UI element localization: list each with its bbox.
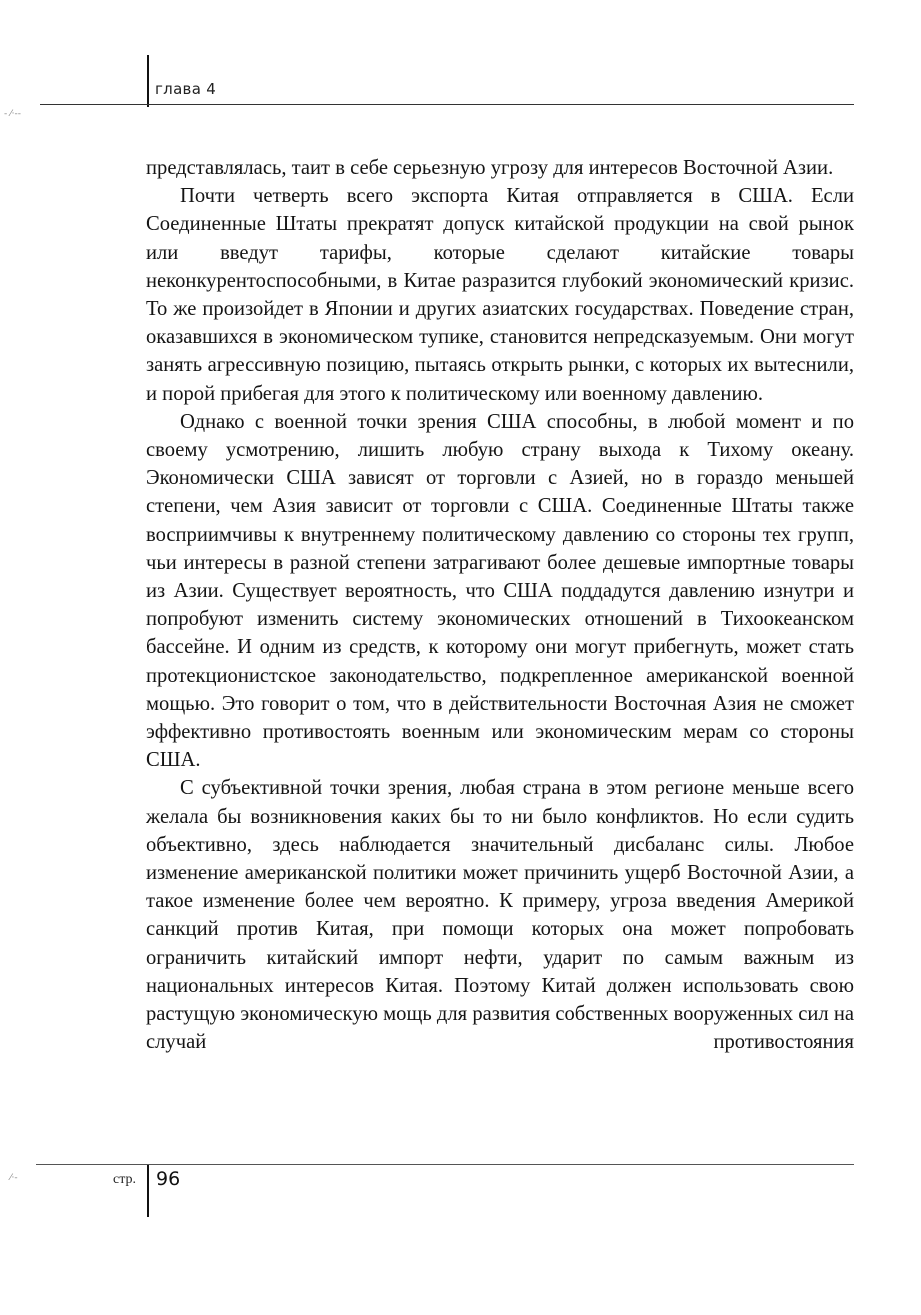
paragraph: Почти четверть всего экспорта Китая отправляется в США. Если Соединенные Штаты прекратят допуск китайской продукции на свой рынок или введут тарифы, которые сделают китайские товары неконкурентоспособными, в Китае разразится глубокий экономический кризис. То же произойдет в Японии и других азиатских государствах. Поведение стран, оказавшихся в экономическом тупике, становится непредсказуемым. Они могут занять агрессивную позицию, пытаясь открыть рынки, с которых их вытеснили, и порой прибегая для этого к политическому или военному давлению. — [146, 185, 854, 405]
scan-artifact: ⁄·‐ — [10, 1173, 18, 1183]
header-vertical-rule — [147, 55, 149, 107]
page-label: стр. — [113, 1172, 137, 1187]
footer-horizontal-rule — [36, 1164, 854, 1165]
paragraph: Однако с военной точки зрения США способны, в любой момент и по своему усмотрению, лишить любую страну выхода к Тихому океану. Экономически США зависят от торговли с Азией, но в гораздо меньшей степени, чем Азия зависит от торговли с США. Соединенные Штаты также восприимчивы к внутреннему политическому давлению со стороны тех групп, чьи интересы в разной степени затрагивают более дешевые импортные товары из Азии. Существует вероятность, что США поддадутся давлению изнутри и попробуют изменить систему экономических отношений в Тихоокеанском бассейне. И одним из средств, к которому они могут прибегнуть, может стать протекционистское законодательство, подкрепленное американской военной мощью. Это говорит о том, что в действительности Восточная Азия не сможет эффективно противостоять военным или экономическим мерам со стороны США. — [146, 410, 854, 772]
scan-artifact: - ⁄·‐‐ — [4, 109, 21, 119]
paragraph: С субъективной точки зрения, любая страна в этом регионе меньше всего желала бы возникновения каких бы то ни было конфликтов. Но если судить объективно, здесь наблюдается значительный дисбаланс силы. Любое изменение американской политики может причинить ущерб Восточной Азии, а такое изменение более чем вероятно. К примеру, угроза введения Америкой санкций против Китая, при помощи которых она может попробовать ограничить китайский импорт нефти, ударит по самым важным из национальных интересов Китая. Поэтому Китай должен использовать свою растущую экономическую мощь для развития собственных вооруженных сил на случай противостояния — [146, 777, 854, 1054]
body-text — [146, 154, 854, 1057]
footer-vertical-rule — [147, 1165, 149, 1217]
paragraph: представлялась, таит в себе серьезную угрозу для интересов Восточной Азии. — [146, 157, 834, 179]
running-header-chapter: глава 4 — [155, 80, 217, 98]
header-horizontal-rule — [40, 104, 854, 105]
page-number: 96 — [156, 1168, 181, 1190]
